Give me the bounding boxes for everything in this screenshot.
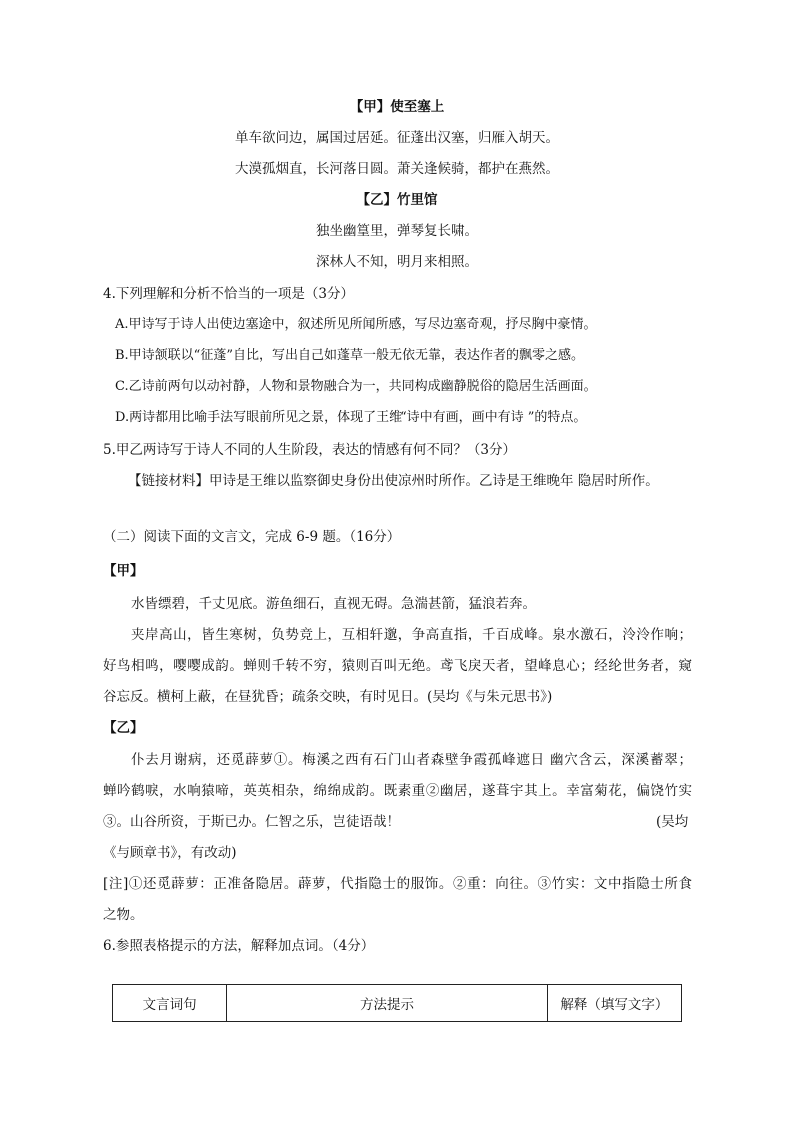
question-4-option-b: B.甲诗颔联以“征蓬”自比，写出自己如蓬草一般无依无靠，表达作者的飘零之感。 bbox=[115, 348, 584, 363]
text-jia-paragraph-2-line-1: 夹岸高山，皆生寒树，负势竞上，互相轩邈，争高直指，千百成峰。泉水激石，泠泠作响； bbox=[131, 627, 692, 643]
table-header-cell: 文言词句 bbox=[113, 985, 227, 1022]
section-2-title: （二）阅读下面的文言文，完成 6-9 题。（16分） bbox=[103, 529, 401, 545]
notes-line-1: [注]①还觅薜萝：正准备隐居。薜萝，代指隐士的服饰。②重：向往。③竹实：文中指隐士所食 bbox=[103, 876, 692, 892]
question-6-stem: 6.参照表格提示的方法，解释加点词。（4分） bbox=[103, 938, 375, 954]
text-yi-line-3: ③。山谷所资，于斯已办。仁智之乐，岂徒语哉！ bbox=[103, 814, 400, 830]
text-yi-source-start: (吴均 bbox=[656, 814, 689, 830]
question-4-option-c: C.乙诗前两句以动衬静，人物和景物融合为一，共同构成幽静脱俗的隐居生活画面。 bbox=[115, 379, 597, 394]
text-yi-line-2: 蝉吟鹤唳，水响猿啼，英英相杂，绵绵成韵。既素重②幽居，遂葺宇其上。幸富菊花，偏饶竹实 bbox=[103, 783, 692, 799]
text-jia-paragraph-2-line-3: 谷忘反。横柯上蔽，在昼犹昏；疏条交映，有时见日。(吴均《与朱元思书》) bbox=[103, 689, 553, 705]
text-jia-label: 【甲】 bbox=[103, 563, 144, 579]
question-4-option-d-part-1: D.两诗都用比喻手法写眼前所见之景，体现了王维 bbox=[115, 410, 403, 425]
text-jia-paragraph-2-line-2: 好鸟相鸣，嘤嘤成韵。蝉则千转不穷，猿则百叫无绝。鸢飞戾天者，望峰息心；经纶世务者，窥 bbox=[103, 658, 692, 674]
question-4-option-a: A.甲诗写于诗人出使边塞途中，叙述所见所闻所感，写尽边塞奇观，抒尽胸中豪情。 bbox=[115, 317, 597, 332]
question-4-option-d-part-2: “诗中有画，画中有诗 ”的特点。 bbox=[400, 410, 587, 425]
text-yi-source-end: 《与顾章书》，有改动) bbox=[103, 845, 237, 861]
answer-table bbox=[112, 984, 682, 1022]
poem-jia-line-2: 大漠孤烟直，长河落日圆。萧关逢候骑，都护在燕然。 bbox=[235, 161, 559, 177]
table-header-cell: 方法提示 bbox=[227, 985, 548, 1022]
poem-yi-line-2: 深林人不知，明月来相照。 bbox=[316, 254, 478, 270]
table-header-row bbox=[113, 985, 682, 1022]
question-5-link-material: 【链接材料】甲诗是王维以监察御史身份出使凉州时所作。乙诗是王维晚年 隐居时所作。 bbox=[128, 473, 659, 489]
poem-yi-heading: 【乙】竹里馆 bbox=[356, 192, 438, 208]
notes-line-2: 之物。 bbox=[103, 907, 144, 923]
text-jia-paragraph-1: 水皆缥碧，千丈见底。游鱼细石，直视无碍。急湍甚箭，猛浪若奔。 bbox=[131, 596, 536, 612]
poem-jia-line-1: 单车欲问边，属国过居延。征蓬出汉塞，归雁入胡天。 bbox=[235, 130, 559, 146]
poem-yi-line-1: 独坐幽篁里，弹琴复长啸。 bbox=[316, 223, 478, 239]
question-4-stem: 4.下列理解和分析不恰当的一项是（3分） bbox=[103, 286, 354, 302]
text-yi-line-1: 仆去月谢病，还觅薜萝①。梅溪之西有石门山者森壁争霞孤峰遮日 幽穴含云，深溪蓄翠； bbox=[131, 752, 692, 768]
text-yi-label: 【乙】 bbox=[103, 720, 144, 736]
table-header-cell: 解释（填写文字） bbox=[547, 985, 681, 1022]
poem-jia-heading: 【甲】使至塞上 bbox=[349, 99, 445, 115]
question-5-stem: 5.甲乙两诗写于诗人不同的人生阶段，表达的情感有何不同？（3分） bbox=[103, 442, 516, 458]
